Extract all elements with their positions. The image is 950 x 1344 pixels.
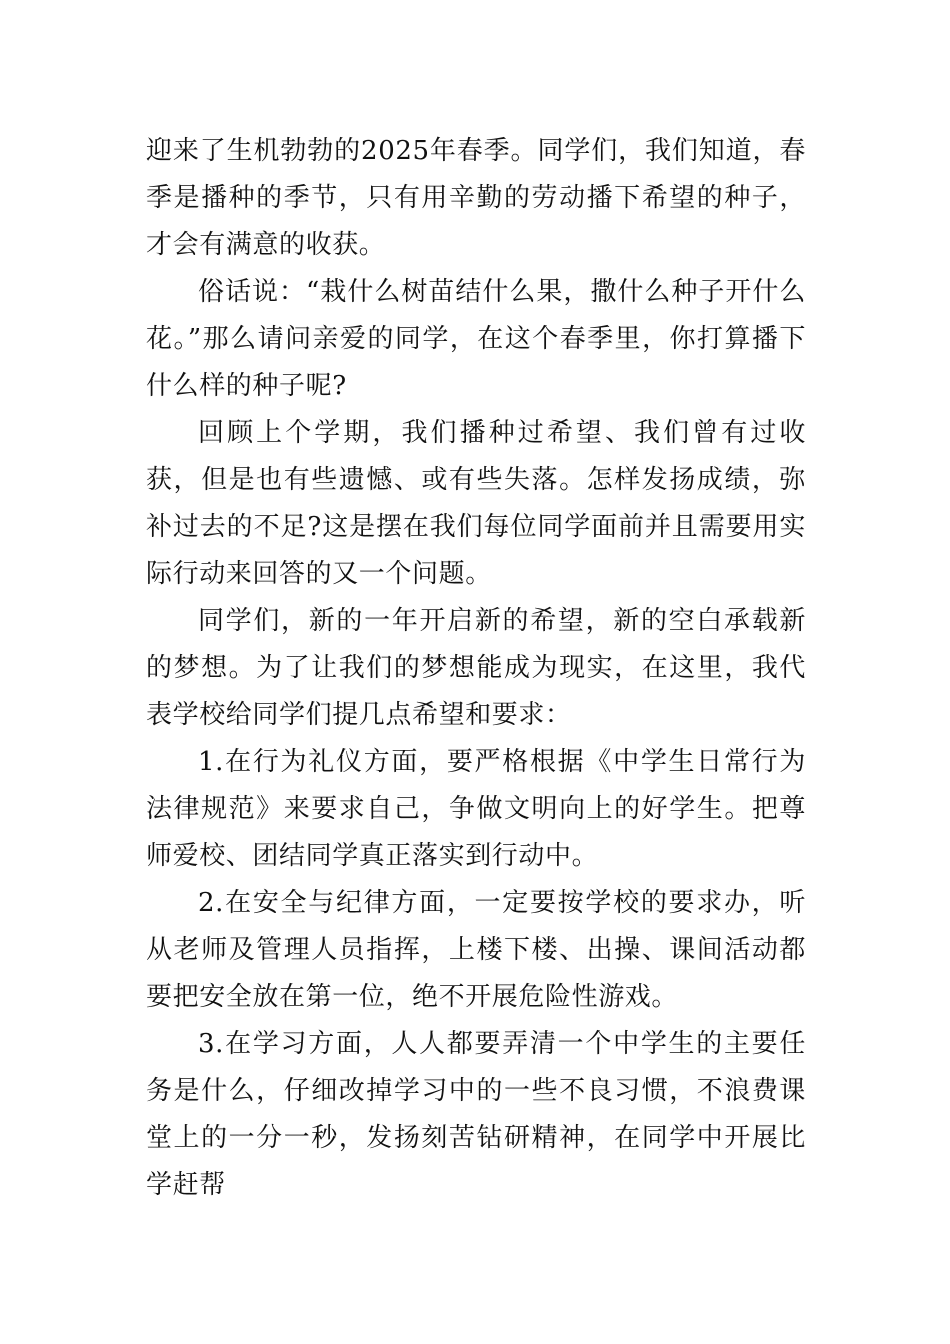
paragraph-7-list-item-3: 3.在学习方面，人人都要弄清一个中学生的主要任务是什么，仔细改掉学习中的一些不良习惯，不浪费课堂上的一分一秒，发扬刻苦钻研精神，在同学中开展比学赶帮 xyxy=(146,1029,806,1200)
document-body xyxy=(146,128,806,1209)
paragraph-6-list-item-2: 2.在安全与纪律方面，一定要按学校的要求办，听从老师及管理人员指挥，上楼下楼、出操、课间活动都要把安全放在第一位，绝不开展危险性游戏。 xyxy=(146,888,806,1012)
paragraph-1: 迎来了生机勃勃的2025年春季。同学们，我们知道，春季是播种的季节，只有用辛勤的劳动播下希望的种子，才会有满意的收获。 xyxy=(146,136,806,260)
paragraph-3: 回顾上个学期，我们播种过希望、我们曾有过收获，但是也有些遗憾、或有些失落。怎样发扬成绩，弥补过去的不足?这是摆在我们每位同学面前并且需要用实际行动来回答的又一个问题。 xyxy=(146,418,806,589)
paragraph-5-list-item-1: 1.在行为礼仪方面，要严格根据《中学生日常行为法律规范》来要求自己，争做文明向上的好学生。把尊师爱校、团结同学真正落实到行动中。 xyxy=(146,747,806,871)
paragraph-4: 同学们，新的一年开启新的希望，新的空白承载新的梦想。为了让我们的梦想能成为现实，在这里，我代表学校给同学们提几点希望和要求： xyxy=(146,606,806,730)
paragraph-2: 俗话说：“栽什么树苗结什么果，撒什么种子开什么花。”那么请问亲爱的同学，在这个春季里，你打算播下什么样的种子呢? xyxy=(146,277,806,401)
